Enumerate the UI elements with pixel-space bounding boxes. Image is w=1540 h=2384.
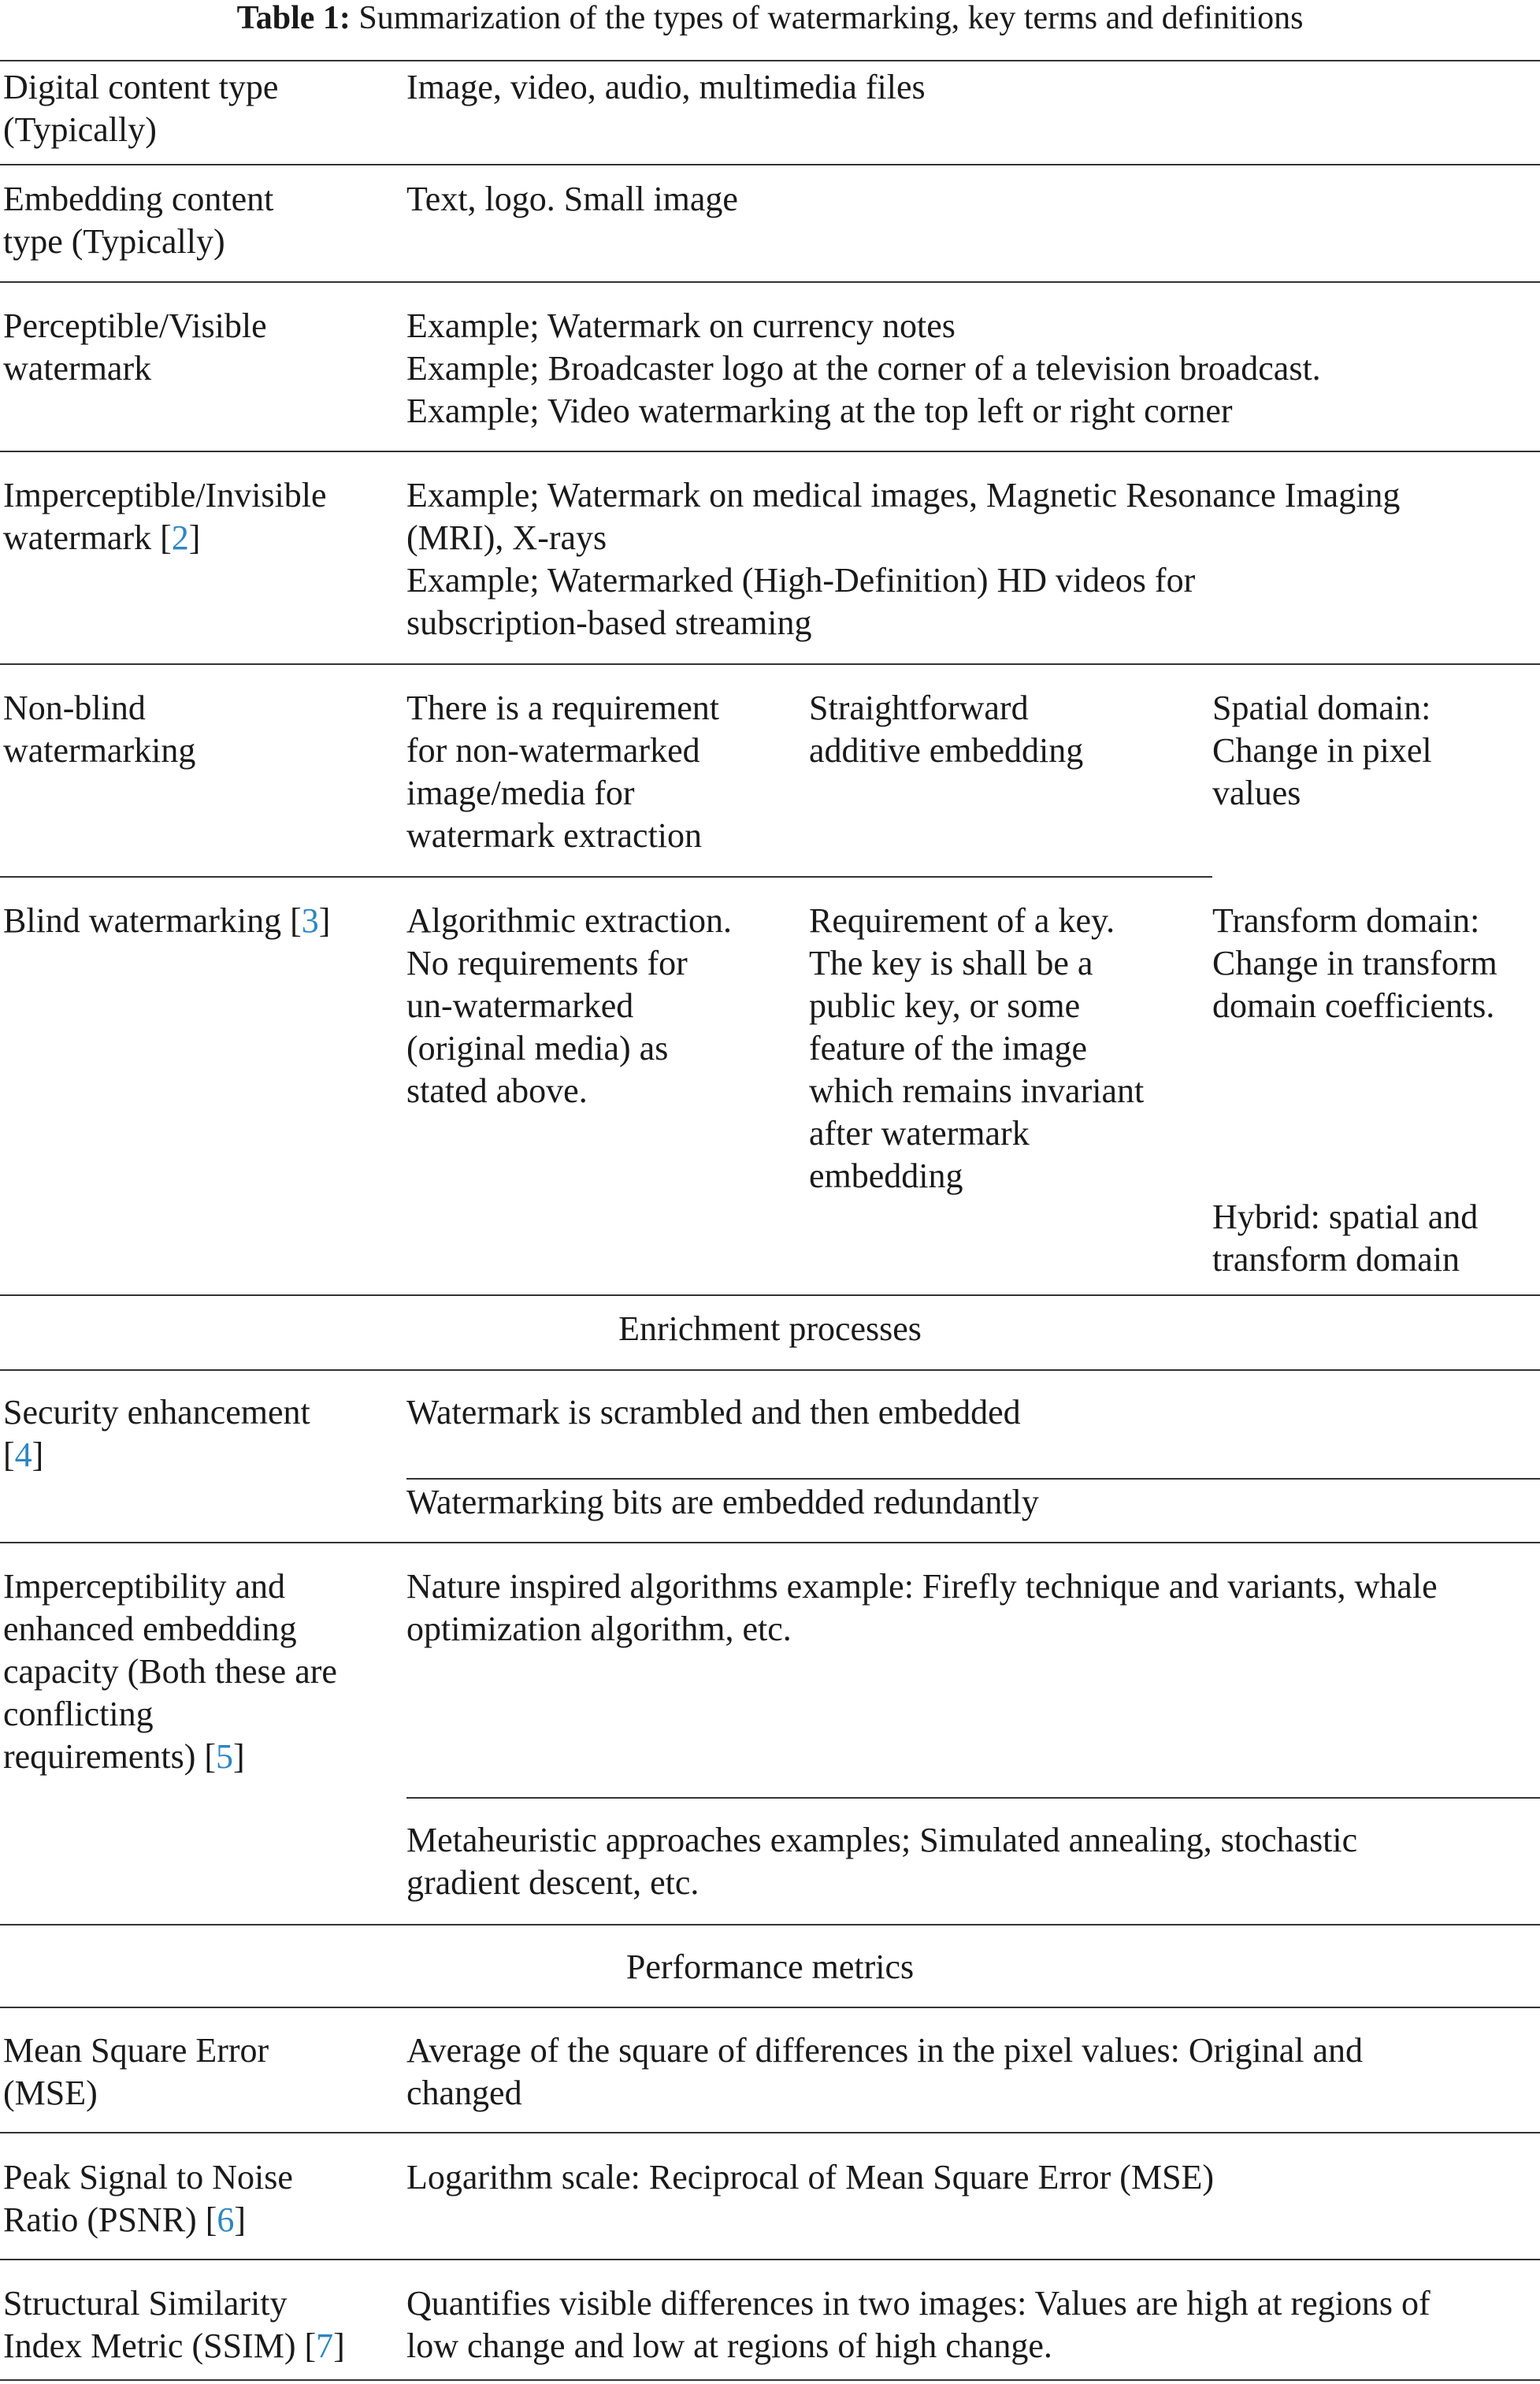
row-imperc-desc1-2: optimization algorithm, etc. xyxy=(406,1610,792,1648)
rule xyxy=(406,1797,1540,1799)
row-blind-col2-1: Requirement of a key. xyxy=(809,901,1115,940)
row-blind-col1-1: Algorithmic extraction. xyxy=(406,901,732,940)
row-blind-col2-7: embedding xyxy=(809,1157,963,1195)
row-blind-col1-3: un-watermarked xyxy=(406,986,634,1025)
row-mse-desc-1: Average of the square of differences in the pixel values: Original and xyxy=(406,2031,1364,2070)
row-nonblind-term-2: watermarking xyxy=(3,731,196,770)
row-nonblind-term-1: Non-blind xyxy=(3,689,146,727)
rule xyxy=(406,1478,1540,1480)
row-blind-col3b-1: Hybrid: spatial and xyxy=(1212,1198,1479,1236)
row-embedding-desc: Text, logo. Small image xyxy=(406,180,738,218)
row-digital-term-2: (Typically) xyxy=(3,110,157,149)
row-security-term-2: [4] xyxy=(3,1435,44,1474)
row-blind-col2-3: public key, or some xyxy=(809,986,1081,1025)
row-perceptible-desc-3: Example; Video watermarking at the top left or right corner xyxy=(406,392,1233,430)
row-nonblind-col3-1: Spatial domain: xyxy=(1212,689,1431,727)
row-digital-desc: Image, video, audio, multimedia files xyxy=(406,68,926,106)
row-security-desc-2: Watermarking bits are embedded redundantly xyxy=(406,1483,1039,1521)
row-ssim-desc-1: Quantifies visible differences in two images: Values are high at regions of xyxy=(406,2284,1431,2323)
row-perceptible-term-2: watermark xyxy=(3,349,152,388)
row-blind-col2-6: after watermark xyxy=(809,1114,1030,1153)
row-ssim-term-1: Structural Similarity xyxy=(3,2284,288,2323)
row-blind-term: Blind watermarking [3] xyxy=(3,901,331,940)
citation-link[interactable]: 3 xyxy=(301,901,319,940)
row-perceptible-term-1: Perceptible/Visible xyxy=(3,306,267,345)
citation-link[interactable]: 2 xyxy=(171,518,189,557)
row-imperc-term-3: capacity (Both these are xyxy=(3,1652,337,1691)
row-blind-col1-2: No requirements for xyxy=(406,944,688,982)
row-mse-term-2: (MSE) xyxy=(3,2074,98,2112)
row-blind-col2-4: feature of the image xyxy=(809,1029,1088,1068)
citation-link[interactable]: 7 xyxy=(316,2326,334,2365)
row-imperc-desc1-1: Nature inspired algorithms example: Firefly technique and variants, whale xyxy=(406,1567,1438,1606)
row-blind-col3b-2: transform domain xyxy=(1212,1240,1460,1279)
row-ssim-term-2: Index Metric (SSIM) [7] xyxy=(3,2326,345,2365)
row-blind-col3-3: domain coefficients. xyxy=(1212,986,1495,1025)
rule xyxy=(0,876,1212,878)
rule xyxy=(0,663,1540,665)
rule xyxy=(0,2259,1540,2260)
row-blind-col1-4: (original media) as xyxy=(406,1029,669,1068)
rule xyxy=(0,1294,1540,1296)
section-heading-enrichment: Enrichment processes xyxy=(618,1309,922,1348)
table-caption xyxy=(0,0,1540,36)
rule xyxy=(0,1924,1540,1925)
row-imperceptible-desc-3: Example; Watermarked (High-Definition) HD videos for xyxy=(406,561,1196,600)
row-security-term-1: Security enhancement xyxy=(3,1393,310,1432)
row-nonblind-col2-1: Straightforward xyxy=(809,689,1029,727)
row-imperc-desc2-2: gradient descent, etc. xyxy=(406,1863,699,1902)
row-blind-col3-1: Transform domain: xyxy=(1212,901,1480,940)
row-ssim-desc-2: low change and low at regions of high change. xyxy=(406,2326,1052,2365)
row-perceptible-desc-2: Example; Broadcaster logo at the corner of a television broadcast. xyxy=(406,349,1321,388)
citation-link[interactable]: 4 xyxy=(14,1435,32,1474)
row-nonblind-col3-2: Change in pixel xyxy=(1212,731,1432,770)
row-imperc-term-1: Imperceptibility and xyxy=(3,1567,285,1606)
row-perceptible-desc-1: Example; Watermark on currency notes xyxy=(406,306,956,345)
rule-bottom xyxy=(0,2379,1540,2381)
row-psnr-term-2: Ratio (PSNR) [6] xyxy=(3,2200,247,2239)
row-imperceptible-desc-1: Example; Watermark on medical images, Magnetic Resonance Imaging xyxy=(406,476,1401,514)
row-nonblind-col1-1: There is a requirement xyxy=(406,689,720,727)
caption-label: Table 1: xyxy=(236,0,351,36)
row-digital-term-1: Digital content type xyxy=(3,68,279,106)
rule xyxy=(0,2132,1540,2133)
row-nonblind-col1-2: for non-watermarked xyxy=(406,731,700,770)
rule xyxy=(0,2007,1540,2008)
row-blind-col1-5: stated above. xyxy=(406,1071,588,1110)
row-imperc-term-5: requirements) [5] xyxy=(3,1737,245,1776)
rule xyxy=(0,451,1540,452)
citation-link[interactable]: 6 xyxy=(217,2200,235,2239)
section-heading-performance: Performance metrics xyxy=(625,1948,915,1986)
citation-link[interactable]: 5 xyxy=(216,1737,233,1776)
row-imperc-term-4: conflicting xyxy=(3,1695,154,1733)
rule xyxy=(0,281,1540,283)
row-blind-col2-5: which remains invariant xyxy=(809,1071,1145,1110)
row-blind-col3-2: Change in transform xyxy=(1212,944,1497,982)
row-imperceptible-term-1: Imperceptible/Invisible xyxy=(3,476,327,514)
row-imperc-term-2: enhanced embedding xyxy=(3,1610,297,1648)
caption-text: Summarization of the types of watermarking, key terms and definitions xyxy=(358,0,1304,36)
row-nonblind-col1-4: watermark extraction xyxy=(406,816,703,855)
row-embedding-term-1: Embedding content xyxy=(3,180,274,218)
row-mse-term-1: Mean Square Error xyxy=(3,2031,269,2070)
row-imperceptible-desc-2: (MRI), X-rays xyxy=(406,518,607,557)
row-imperc-desc2-1: Metaheuristic approaches examples; Simulated annealing, stochastic xyxy=(406,1821,1358,1859)
rule xyxy=(0,1369,1540,1371)
row-imperceptible-term-2: watermark [2] xyxy=(3,518,201,557)
rule-top xyxy=(0,60,1540,61)
row-security-desc-1: Watermark is scrambled and then embedded xyxy=(406,1393,1021,1432)
row-embedding-term-2: type (Typically) xyxy=(3,222,225,261)
row-imperceptible-desc-4: subscription-based streaming xyxy=(406,603,812,642)
rule xyxy=(0,1542,1540,1543)
rule xyxy=(0,164,1540,165)
row-psnr-term-1: Peak Signal to Noise xyxy=(3,2158,293,2196)
row-mse-desc-2: changed xyxy=(406,2074,522,2112)
row-nonblind-col2-2: additive embedding xyxy=(809,731,1084,770)
row-psnr-desc-1: Logarithm scale: Reciprocal of Mean Square Error (MSE) xyxy=(406,2158,1215,2196)
row-nonblind-col1-3: image/media for xyxy=(406,774,635,812)
row-blind-col2-2: The key is shall be a xyxy=(809,944,1093,982)
row-nonblind-col3-3: values xyxy=(1212,774,1301,812)
